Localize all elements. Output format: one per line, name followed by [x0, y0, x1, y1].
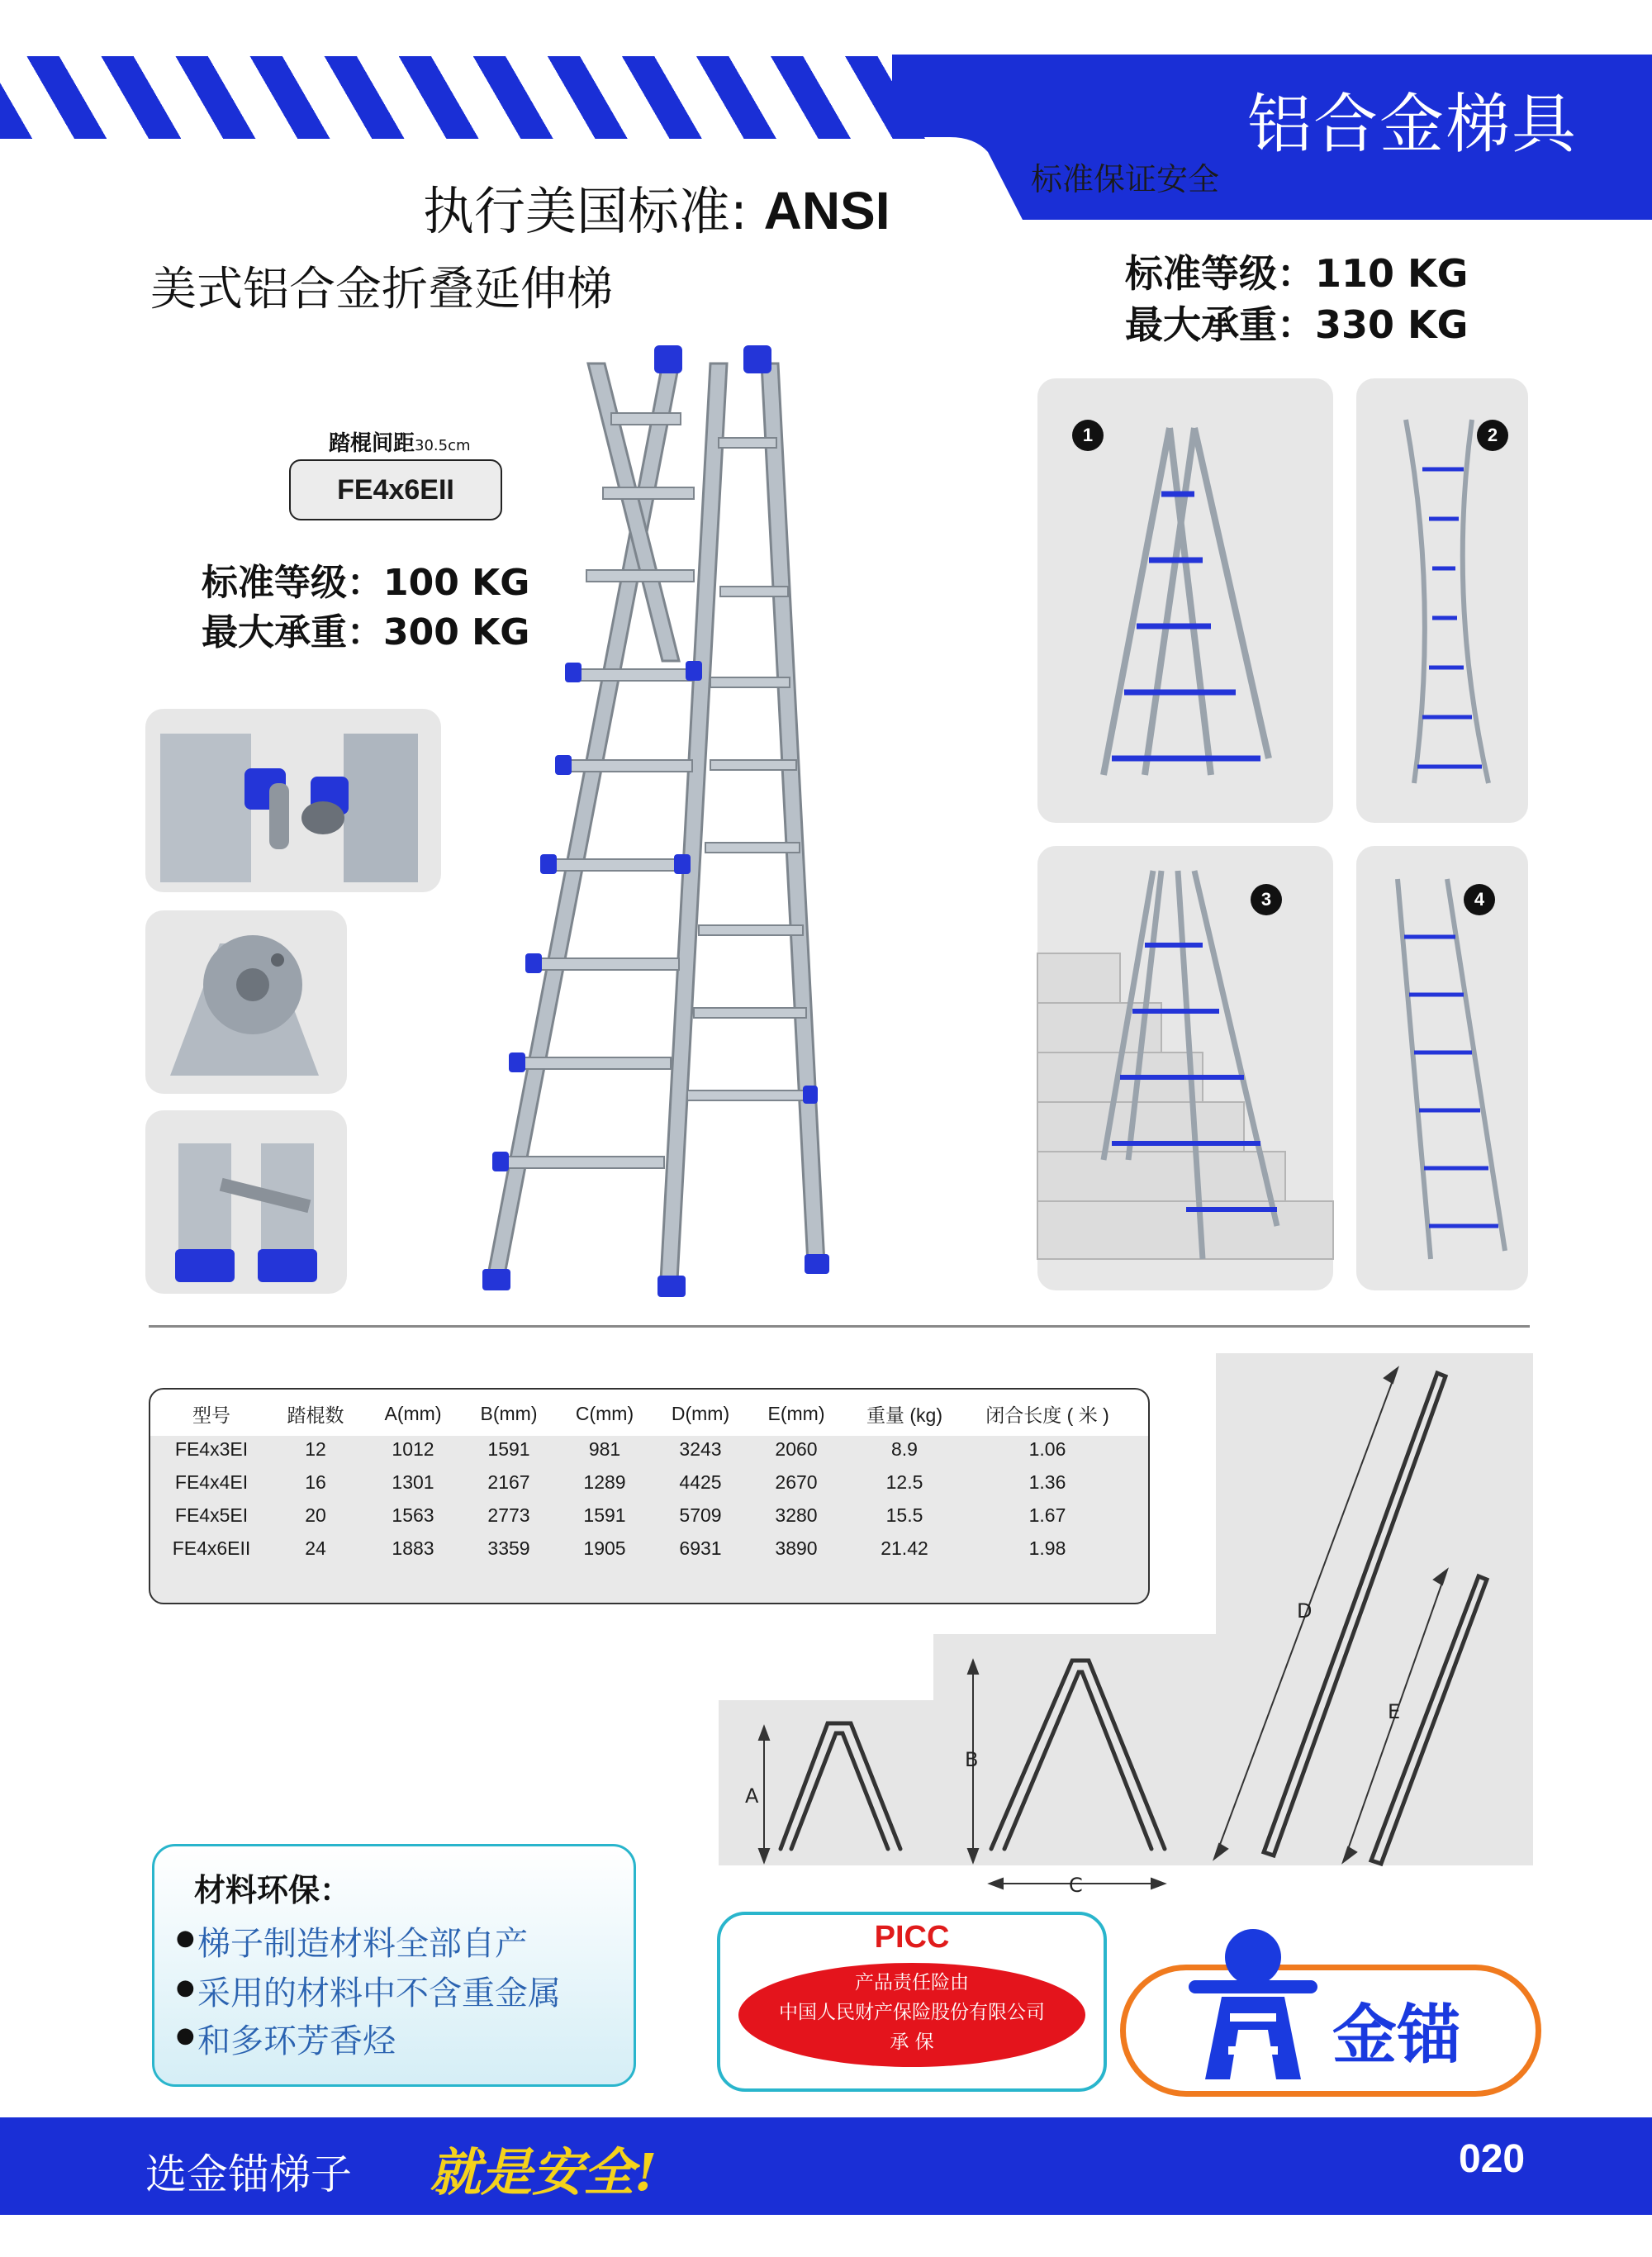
cell-c: 1905 — [583, 1537, 626, 1559]
cell-b: 3359 — [487, 1537, 530, 1559]
extended-ladder-icon — [1381, 862, 1513, 1276]
max-load-right: 最大承重：330 KG — [1125, 302, 1469, 347]
col-header-c: C(mm) — [575, 1402, 634, 1424]
dim-label-d: D — [1297, 1599, 1313, 1623]
a-frame-ladder-icon — [1070, 411, 1302, 808]
anchor-man-icon — [1172, 1922, 1329, 2088]
cell-c: 1591 — [583, 1504, 626, 1526]
rung-spacing-value: 30.5cm — [415, 437, 471, 454]
cell-rungs: 20 — [305, 1504, 326, 1526]
cell-weight: 8.9 — [891, 1437, 918, 1460]
rung-spacing-label — [329, 426, 471, 457]
eco-item-continued: ● 和多环芳香烃 — [197, 2015, 396, 2062]
cell-c: 1289 — [583, 1471, 626, 1493]
badge-3: 3 — [1251, 884, 1282, 915]
foot-illustration — [145, 1110, 347, 1294]
cell-model: FE4x3EI — [174, 1437, 249, 1460]
stairs-ladder-icon — [1037, 846, 1333, 1290]
detail-photo-joint — [145, 910, 347, 1094]
cell-closed-length: 1.36 — [1028, 1471, 1066, 1493]
brand-logo — [1120, 1965, 1541, 2097]
usage-photo-4 — [1356, 846, 1528, 1290]
insurance-line: 中国人民财产保险股份有限公司 — [779, 2002, 1045, 2023]
cell-a: 1012 — [392, 1437, 434, 1460]
eco-item: ● 采用的材料中不含重金属 — [197, 1967, 561, 2014]
usage-photo-2 — [1356, 378, 1528, 823]
cell-d: 4425 — [679, 1471, 722, 1493]
cell-e: 2060 — [775, 1437, 818, 1460]
standard-grade-left: 标准等级：100 KG — [202, 562, 530, 604]
cell-a: 1563 — [392, 1504, 434, 1526]
cell-d: 5709 — [679, 1504, 722, 1526]
cell-closed-length: 1.98 — [1028, 1537, 1066, 1559]
cell-rungs: 24 — [305, 1537, 326, 1559]
cell-a: 1883 — [392, 1537, 434, 1559]
load-rating-right — [1125, 248, 1468, 350]
col-header-b: B(mm) — [480, 1402, 538, 1424]
cell-e: 3890 — [775, 1537, 818, 1559]
section-divider — [149, 1325, 1530, 1328]
insurance-ellipse — [738, 1963, 1085, 2067]
cell-e: 2670 — [775, 1471, 818, 1493]
col-header-rungs: 踏棍数 — [287, 1404, 344, 1426]
detail-photo-foot — [145, 1110, 347, 1294]
cell-d: 6931 — [679, 1537, 722, 1559]
dim-label-b: B — [965, 1748, 979, 1771]
footer-slogan — [430, 2131, 657, 2205]
straight-ladder-icon — [1389, 403, 1505, 800]
max-load-left: 最大承重：300 KG — [202, 611, 530, 653]
cell-closed-length: 1.06 — [1028, 1437, 1066, 1460]
cell-b: 1591 — [487, 1437, 530, 1460]
cell-closed-length: 1.67 — [1028, 1504, 1066, 1526]
cell-model: FE4x5EI — [174, 1504, 249, 1526]
joint-illustration — [145, 910, 347, 1094]
brand-name: 金锚 — [1332, 1998, 1462, 2073]
footer-slogan-mark: ! — [634, 2142, 657, 2202]
cell-e: 3280 — [775, 1504, 818, 1526]
cell-b: 2167 — [487, 1471, 530, 1493]
standard-line — [423, 170, 890, 244]
col-header-closed-length: 闭合长度 ( 米 ) — [985, 1404, 1109, 1426]
product-name: 美式铝合金折叠延伸梯 — [150, 263, 613, 316]
hinge-lock-illustration — [145, 709, 441, 892]
cell-c: 981 — [588, 1437, 621, 1460]
standard-grade-right: 标准等级：110 KG — [1125, 251, 1469, 296]
cell-model: FE4x6EII — [172, 1537, 251, 1559]
cell-rungs: 12 — [305, 1437, 326, 1460]
col-header-weight: 重量 (kg) — [866, 1404, 942, 1426]
insurance-line: 产品责任险由 — [855, 1972, 969, 1993]
eco-info-box — [152, 1844, 636, 2087]
usage-photo-3 — [1037, 846, 1333, 1290]
cell-weight: 15.5 — [885, 1504, 923, 1526]
dimension-diagram — [719, 1353, 1533, 1897]
page-title: 铝合金梯具 — [1247, 88, 1578, 162]
footer-left-text: 选金锚梯子 — [145, 2150, 352, 2198]
insurance-line: 承 保 — [890, 2031, 934, 2053]
col-header-a: A(mm) — [384, 1402, 442, 1424]
insurance-badge — [717, 1912, 1107, 2092]
cell-rungs: 16 — [305, 1471, 326, 1493]
col-header-e: E(mm) — [767, 1402, 825, 1424]
cell-weight: 21.42 — [881, 1537, 928, 1559]
header-slogan: 标准保证安全 — [1031, 161, 1220, 197]
usage-photo-1 — [1037, 378, 1333, 823]
footer-slogan-text: 就是安全 — [430, 2142, 635, 2202]
cell-model: FE4x4EI — [174, 1471, 249, 1493]
dim-label-a: A — [745, 1784, 759, 1808]
dim-label-c: C — [1069, 1874, 1083, 1897]
standard-prefix: 执行美国标准: — [423, 181, 748, 241]
dim-label-e: E — [1388, 1700, 1401, 1723]
col-header-d: D(mm) — [671, 1402, 730, 1424]
cell-weight: 12.5 — [885, 1471, 923, 1493]
main-ladder-image — [463, 330, 925, 1305]
detail-photo-hinge-lock — [145, 709, 441, 892]
badge-4: 4 — [1464, 884, 1495, 915]
eco-item: ● 梯子制造材料全部自产 — [197, 1917, 528, 1965]
badge-2: 2 — [1477, 420, 1508, 451]
picc-logo-text: PICC — [874, 1920, 950, 1955]
col-header-model: 型号 — [192, 1404, 230, 1426]
page-number: 020 — [1459, 2137, 1526, 2181]
model-tag: FE4x6EII — [289, 459, 502, 520]
cell-a: 1301 — [392, 1471, 434, 1493]
badge-1: 1 — [1072, 420, 1104, 451]
rung-spacing-text: 踏棍间距 — [329, 431, 415, 456]
cell-b: 2773 — [487, 1504, 530, 1526]
cell-d: 3243 — [679, 1437, 722, 1460]
standard-name: ANSI — [763, 181, 890, 240]
eco-title: 材料环保： — [194, 1872, 352, 1908]
